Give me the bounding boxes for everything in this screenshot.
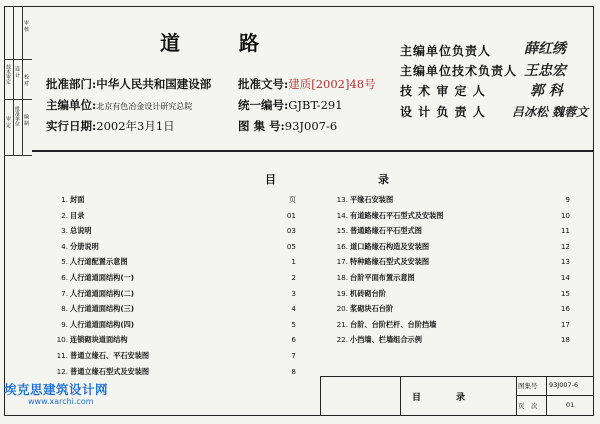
toc-item[interactable] <box>332 320 436 330</box>
toc-item[interactable] <box>332 242 429 252</box>
unified-value: GJBT-291 <box>288 98 343 112</box>
toc-item[interactable] <box>52 257 128 267</box>
page-title: 道 路 <box>160 31 285 55</box>
toc-item[interactable] <box>332 335 422 345</box>
toc-item-title: 普通立缘石型式及安装图 <box>70 366 150 376</box>
toc-item-number: 4. <box>61 241 68 251</box>
resp-role: 主编单位技术负责人 <box>400 64 518 78</box>
toc-item-title: 分册说明 <box>70 241 99 251</box>
toc-item-number: 5. <box>61 257 68 267</box>
toc-item-page: 1 <box>291 257 296 267</box>
watermark <box>4 380 108 406</box>
toc-item[interactable] <box>52 367 149 377</box>
strip-label: 技术审定 <box>5 64 11 84</box>
toc-item-title: 小挡墙、栏墙组合示例 <box>350 335 422 345</box>
title-block-atlas-value: 93J007-6 <box>549 381 579 389</box>
toc-item-number: 1. <box>61 195 68 204</box>
title-block-divider <box>516 395 594 396</box>
toc-item[interactable] <box>332 226 422 236</box>
toc-item-page: 页 <box>288 195 296 204</box>
toc-item[interactable] <box>332 273 415 283</box>
toc-item-page: 11 <box>560 226 570 236</box>
date-label: 实行日期: <box>46 119 97 133</box>
toc-item-page: 16 <box>560 304 570 314</box>
toc-item-page: 7 <box>291 351 296 360</box>
editor-value: 北京有色冶金设计研究总院 <box>96 102 193 111</box>
toc-item[interactable] <box>52 211 84 221</box>
toc-item-title: 特种路缘石型式及安装图 <box>350 257 430 267</box>
atlas-line <box>238 118 337 134</box>
toc-item[interactable] <box>52 335 128 345</box>
approver-label: 批准部门: <box>46 77 97 91</box>
toc-item-title: 人行道道面结构(二) <box>70 288 135 298</box>
toc-item[interactable] <box>332 211 443 221</box>
toc-item-number: 7. <box>61 288 68 298</box>
title-block-atlas-label: 图集号 <box>518 382 538 390</box>
toc-item-page: 05 <box>286 241 296 251</box>
strip-label: 审 核 <box>23 20 29 32</box>
editor-line <box>46 97 192 113</box>
toc-item[interactable] <box>52 289 134 299</box>
title-block-divider <box>546 376 547 416</box>
resp-role: 主编单位负责人 <box>400 44 492 58</box>
toc-item[interactable] <box>52 304 134 314</box>
atlas-label: 图 集 号: <box>238 119 285 133</box>
toc-item[interactable] <box>52 242 99 252</box>
toc-item-number: 19. <box>336 288 348 298</box>
toc-item-page: 8 <box>291 366 296 376</box>
toc-item-title: 人行道道面结构(一) <box>70 273 135 282</box>
toc-item-number: 2. <box>61 210 68 220</box>
unified-line <box>238 97 343 113</box>
title-block-name-left: 目 <box>412 393 422 403</box>
toc-item-number: 15. <box>336 226 348 236</box>
strip-label: 批准单位 <box>14 106 20 126</box>
toc-item-number: 6. <box>61 273 68 282</box>
toc-item-page: 14 <box>560 273 570 282</box>
toc-item-title: 有道路缘石平石型式及安装图 <box>350 210 444 220</box>
toc-item-number: 21. <box>336 319 348 329</box>
toc-item-title: 道口路缘石构造及安装图 <box>350 241 430 251</box>
title-block-divider <box>516 376 517 416</box>
title-block-name-right: 录 <box>456 393 466 403</box>
toc-heading-left: 目 <box>265 173 276 186</box>
toc-item-number: 3. <box>61 226 68 236</box>
strip-label: 校 对 <box>23 74 29 86</box>
toc-item-page: 12 <box>560 241 570 251</box>
toc-item-page: 03 <box>286 226 296 236</box>
toc-item-page: 6 <box>291 335 296 345</box>
toc-item-number: 8. <box>61 304 68 314</box>
title-block-page-label: 页 次 <box>518 402 538 410</box>
toc-item-title: 连锁砌块道面结构 <box>70 335 128 345</box>
toc-item-title: 平缘石安装图 <box>350 195 394 204</box>
date-line <box>46 118 175 134</box>
toc-item-title: 普通立缘石、平石安装图 <box>70 351 150 360</box>
toc-item-page: 2 <box>291 273 296 282</box>
toc-item-page: 15 <box>560 288 570 298</box>
toc-item[interactable] <box>332 304 393 314</box>
toc-item-title: 台阶、台阶栏杆、台阶挡墙 <box>350 319 437 329</box>
toc-item-number: 18. <box>336 273 348 282</box>
approver-value: 中华人民共和国建设部 <box>96 77 212 91</box>
toc-item-number: 12. <box>56 366 68 376</box>
toc-item-number: 17. <box>336 257 348 267</box>
toc-item-title: 台阶平面布置示意图 <box>350 273 415 282</box>
toc-item-page: 01 <box>286 210 296 220</box>
toc-item[interactable] <box>332 257 429 267</box>
signature: 王忠宏 <box>524 63 566 79</box>
toc-item-title: 普通路缘石平石型式图 <box>350 226 422 236</box>
toc-item-page: 9 <box>565 195 570 204</box>
toc-item-number: 11. <box>56 351 68 360</box>
header-rule <box>32 150 594 152</box>
toc-item-title: 浆砌块石台阶 <box>350 304 394 314</box>
strip-cell <box>4 6 32 60</box>
doc-no-label: 批准文号: <box>238 77 289 91</box>
signoff-strip <box>4 6 32 156</box>
toc-item-page: 3 <box>291 288 296 298</box>
toc-item-title: 机砖砌台阶 <box>350 288 386 298</box>
unified-label: 统一编号: <box>238 98 289 112</box>
doc-no-value: 建质[2002]48号 <box>288 77 376 91</box>
doc-no-line <box>238 76 376 92</box>
toc-item-page: 17 <box>560 319 570 329</box>
editor-label: 主编单位: <box>46 98 97 112</box>
toc-item-number: 10. <box>56 335 68 345</box>
toc-item[interactable] <box>332 289 386 299</box>
signature: 吕冰松 魏蓉文 <box>512 105 589 119</box>
resp-role: 技 术 审 定 人 <box>400 84 486 98</box>
toc-item-title: 人行道配置示意图 <box>70 257 128 267</box>
toc-item-number: 22. <box>336 335 348 345</box>
toc-item-number: 16. <box>336 241 348 251</box>
atlas-value: 93J007-6 <box>284 119 338 133</box>
date-value: 2002年3月1日 <box>96 119 175 133</box>
watermark-text: 埃克思建筑设计网 <box>4 382 109 397</box>
toc-item-number: 14. <box>336 210 348 220</box>
title-block-page-value: 01 <box>566 401 575 409</box>
signature: 郭 科 <box>530 83 563 99</box>
toc-item[interactable] <box>52 320 134 330</box>
toc-item-page: 5 <box>291 319 296 329</box>
toc-item[interactable] <box>52 273 134 283</box>
toc-item-number: 9. <box>61 319 68 329</box>
resp-role: 设 计 负 责 人 <box>400 105 486 119</box>
toc-item-title: 总说明 <box>70 226 92 236</box>
toc-item-title: 人行道道面结构(三) <box>70 304 135 314</box>
signature: 薛红绣 <box>524 41 566 57</box>
toc-item[interactable] <box>332 195 393 205</box>
toc-item[interactable] <box>52 195 84 205</box>
toc-item-number: 20. <box>336 304 348 314</box>
toc-item-title: 封面 <box>70 195 85 204</box>
toc-item-page: 13 <box>560 257 570 267</box>
toc-item[interactable] <box>52 351 149 361</box>
toc-item-number: 13. <box>336 195 348 204</box>
toc-item-page: 18 <box>560 335 570 345</box>
strip-label: 设 计 <box>14 66 20 78</box>
strip-label: 编 制 <box>23 114 29 126</box>
toc-item-title: 人行道道面结构(四) <box>70 319 135 329</box>
strip-label: 审 定 <box>5 116 11 128</box>
toc-heading-right: 录 <box>378 173 389 186</box>
approver-line <box>46 76 211 92</box>
title-block-divider <box>400 376 401 416</box>
toc-item[interactable] <box>52 226 92 236</box>
toc-item-page: 4 <box>291 304 296 314</box>
watermark-url: www.xarchi.com <box>28 397 94 406</box>
toc-item-title: 目录 <box>70 210 85 220</box>
toc-item-page: 10 <box>560 210 570 220</box>
